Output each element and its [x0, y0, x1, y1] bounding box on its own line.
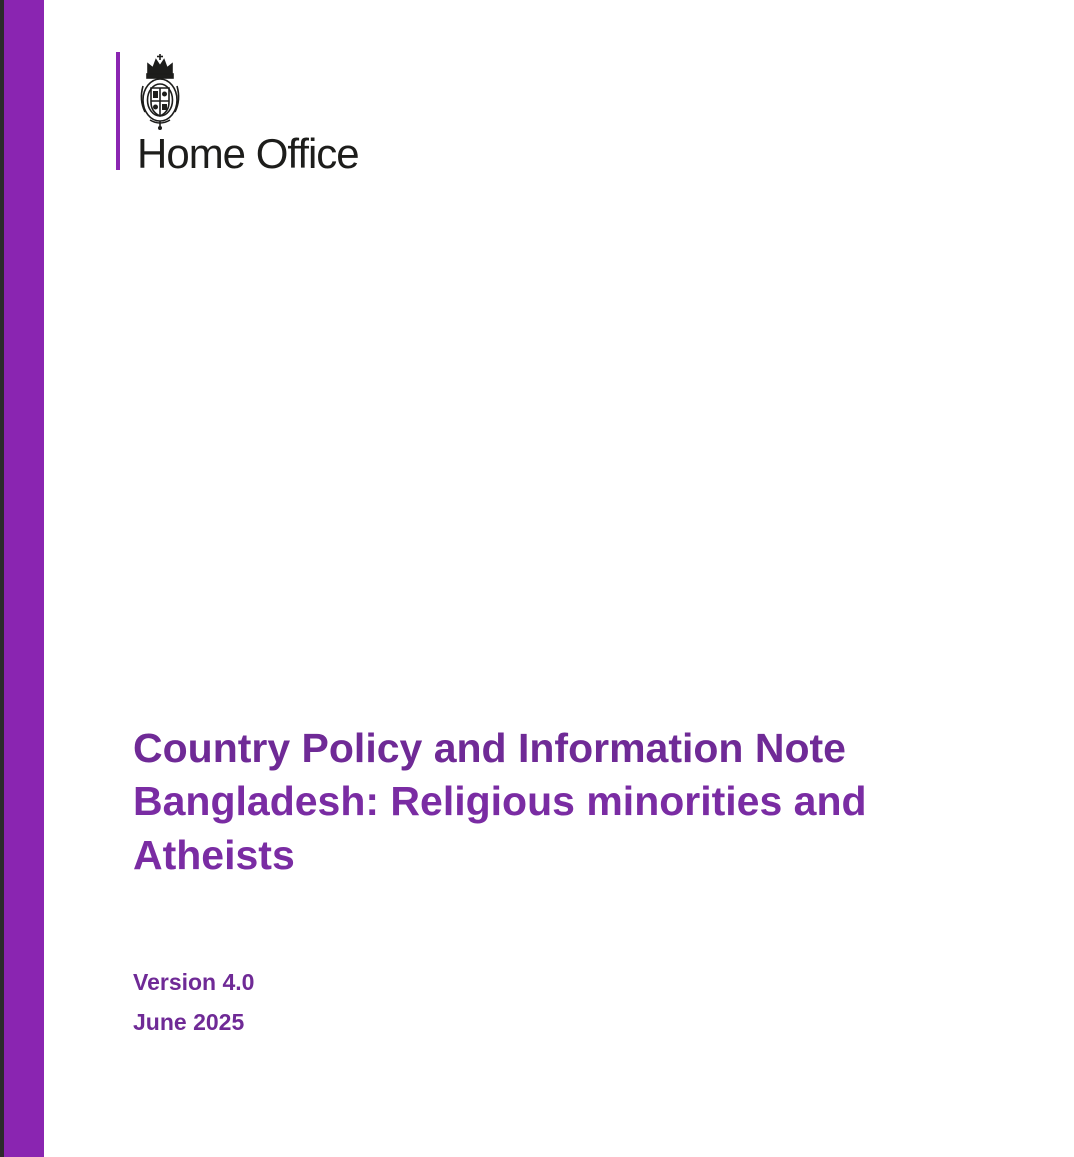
brand-sidebar-band: [4, 0, 44, 1157]
document-title-block: [133, 722, 1033, 882]
logo-divider-rule: [116, 52, 120, 170]
organisation-name: Home Office: [137, 130, 359, 177]
document-version: Version 4.0: [133, 969, 255, 995]
document-date: June 2025: [133, 1009, 245, 1035]
document-type-heading: Country Policy and Information Note: [133, 725, 846, 771]
royal-crest-icon: [136, 52, 184, 130]
document-meta: [133, 962, 254, 1042]
document-title: Bangladesh: Religious minorities and Atheists: [133, 778, 867, 878]
home-office-logo: [116, 52, 416, 177]
